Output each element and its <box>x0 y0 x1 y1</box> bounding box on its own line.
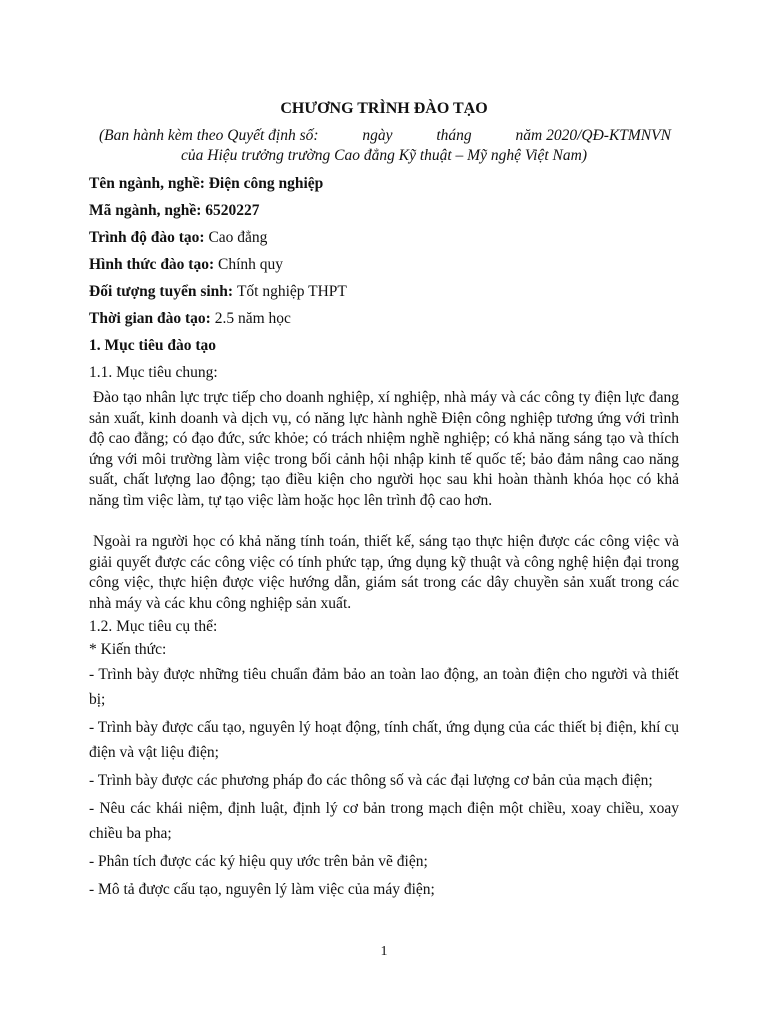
subtitle-decision-text: (Ban hành kèm theo Quyết định số: <box>99 127 319 144</box>
info-label: Tên ngành, nghề: <box>89 175 209 192</box>
additional-objective-paragraph: Ngoài ra người học có khả năng tính toán, thiết kế, sáng tạo thực hiện được các công việc và giải quyết được các công việc có tính phức tạp, ứng dụng kỹ thuật và công nghệ hiện đại trong công việc, thực hiện được việc hướng dẫn, giám sát trong các dây chuyền sản xuất trong các nhà máy và các khu công nghiệp sản xuất. <box>89 533 679 612</box>
info-major-code <box>89 201 679 221</box>
info-value: Tốt nghiệp THPT <box>236 283 347 300</box>
subtitle-month-text: tháng <box>436 127 472 144</box>
page-number: 1 <box>380 944 388 959</box>
info-label: Đối tượng tuyển sinh: <box>89 283 237 300</box>
list-item: - Trình bày được cấu tạo, nguyên lý hoạt động, tính chất, ứng dụng của các thiết bị điện, khí cụ điện và vật liệu điện; <box>89 719 679 761</box>
section-1-1-heading: 1.1. Mục tiêu chung: <box>89 364 218 381</box>
section-1-heading: 1. Mục tiêu đào tạo <box>89 337 217 354</box>
info-value: Cao đẳng <box>208 229 268 246</box>
info-label: Mã ngành, nghề: <box>89 202 206 219</box>
subtitle-line-1 <box>89 126 679 146</box>
knowledge-list <box>89 662 679 905</box>
info-value: Chính quy <box>218 256 284 273</box>
info-value: Điện công nghiệp <box>208 175 324 192</box>
info-label: Thời gian đào tạo: <box>89 310 215 327</box>
info-value: 2.5 năm học <box>214 310 291 327</box>
general-objective-paragraph: Đào tạo nhân lực trực tiếp cho doanh nghiệp, xí nghiệp, nhà máy và các công ty điện lực đang sản xuất, kinh doanh và dịch vụ, có năng lực hành nghề Điện công nghiệp tương ứng với trình độ cao đẳng; có đạo đức, sức khỏe; có trách nhiệm nghề nghiệp; có khả năng sáng tạo và thích ứng với môi trường làm việc trong bối cảnh hội nhập kinh tế quốc tế; bảo đảm nâng cao năng suất, chất lượng lao động; tạo điều kiện cho người học sau khi hoàn thành khóa học có khả năng tìm việc làm, tự tạo việc làm hoặc học lên trình độ cao hơn. <box>89 389 679 509</box>
info-training-duration <box>89 309 679 329</box>
info-label: Trình độ đào tạo: <box>89 229 209 246</box>
knowledge-heading: * Kiến thức: <box>89 641 167 658</box>
list-item: - Mô tả được cấu tạo, nguyên lý làm việc của máy điện; <box>89 881 435 898</box>
list-item: - Trình bày được những tiêu chuẩn đảm bảo an toàn lao động, an toàn điện cho người và thiết bị; <box>89 666 679 708</box>
info-enrollment-target <box>89 282 679 302</box>
section-1-2-heading: 1.2. Mục tiêu cụ thể: <box>89 618 218 635</box>
info-label: Hình thức đào tạo: <box>89 256 219 273</box>
info-value: 6520227 <box>205 202 260 219</box>
info-training-level <box>89 228 679 248</box>
subtitle-year-text: năm 2020/QĐ-KTMNVN <box>515 127 671 144</box>
subtitle-line-2: của Hiệu trưởng trường Cao đẳng Kỹ thuật – Mỹ nghệ Việt Nam) <box>181 147 587 164</box>
info-training-form <box>89 255 679 275</box>
subtitle-day-text: ngày <box>362 127 393 144</box>
list-item: - Trình bày được các phương pháp đo các thông số và các đại lượng cơ bản của mạch điện; <box>89 772 653 789</box>
list-item: - Phân tích được các ký hiệu quy ước trên bản vẽ điện; <box>89 853 428 870</box>
document-page <box>89 0 679 1024</box>
document-title: CHƯƠNG TRÌNH ĐÀO TẠO <box>280 100 488 117</box>
document-subtitle <box>89 126 679 166</box>
info-major-name <box>89 174 679 194</box>
list-item: - Nêu các khái niệm, định luật, định lý cơ bản trong mạch điện một chiều, xoay chiều, xoay chiều ba pha; <box>89 800 679 842</box>
